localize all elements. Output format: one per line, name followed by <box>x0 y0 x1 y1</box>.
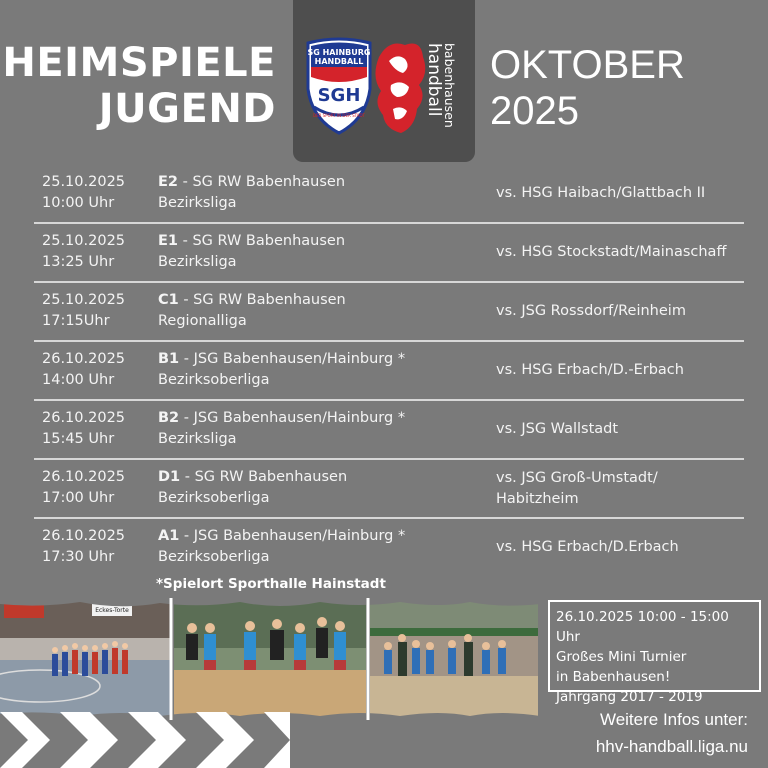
page-title <box>2 40 276 132</box>
event-line-4: Jahrgang 2017 - 2019 <box>556 689 703 705</box>
mini-tournament-box <box>548 600 761 705</box>
team-code: E2 <box>158 174 178 190</box>
game-row <box>34 224 744 283</box>
games-table <box>34 165 744 578</box>
title-line-1: HEIMSPIELE <box>2 40 276 86</box>
game-time: 10:00 Uhr <box>42 195 115 211</box>
brand-word-2: babenhausen <box>442 43 457 128</box>
game-opponent <box>496 401 744 458</box>
game-row <box>34 401 744 460</box>
photo-strip <box>0 598 540 720</box>
team-code: B1 <box>158 351 180 367</box>
game-datetime <box>42 349 125 391</box>
club-text-2: HANDBALL <box>314 57 364 66</box>
game-date: 26.10.2025 <box>42 351 126 367</box>
torn-paper-edges <box>0 598 540 720</box>
team-code: E1 <box>158 233 178 249</box>
opponent-name: vs. HSG Haibach/Glattbach II <box>496 185 706 201</box>
sg-hainburg-logo <box>304 37 374 137</box>
game-datetime <box>42 408 125 450</box>
game-opponent <box>496 519 744 576</box>
more-info-label: Weitere Infos unter: <box>599 710 748 729</box>
more-info-url[interactable]: hhv-handball.liga.nu <box>595 737 748 756</box>
game-datetime <box>42 231 125 273</box>
month-year <box>490 42 685 134</box>
game-date: 26.10.2025 <box>42 469 126 485</box>
game-date: 25.10.2025 <box>42 233 126 249</box>
game-datetime <box>42 526 125 568</box>
opponent-name: vs. HSG Erbach/D.Erbach <box>496 539 679 555</box>
game-date: 26.10.2025 <box>42 410 126 426</box>
game-opponent <box>496 283 744 340</box>
game-team <box>158 172 345 214</box>
game-row <box>34 165 744 224</box>
opponent-name: vs. HSG Erbach/D.-Erbach <box>496 362 684 378</box>
team-code: D1 <box>158 469 181 485</box>
team-league: Bezirksoberliga <box>158 549 270 565</box>
photo-sign: Eckes-Torte <box>95 607 129 614</box>
game-time: 17:15Uhr <box>42 313 110 329</box>
game-date: 25.10.2025 <box>42 292 126 308</box>
game-team <box>158 349 405 391</box>
opponent-name: vs. HSG Stockstadt/Mainaschaff <box>496 244 727 260</box>
event-line-2: Großes Mini Turnier <box>556 649 687 665</box>
game-datetime <box>42 467 125 509</box>
team-name: - JSG Babenhausen/Hainburg * <box>179 351 406 367</box>
game-row <box>34 342 744 401</box>
chevron-decoration <box>0 712 290 768</box>
team-league: Bezirksliga <box>158 254 237 270</box>
game-time: 17:00 Uhr <box>42 490 115 506</box>
team-code: C1 <box>158 292 179 308</box>
game-opponent <box>496 460 744 517</box>
title-line-2: JUGEND <box>98 86 276 132</box>
team-league: Bezirksoberliga <box>158 490 270 506</box>
team-league: Bezirksoberliga <box>158 372 270 388</box>
game-team <box>158 231 345 273</box>
team-league: Regionalliga <box>158 313 247 329</box>
team-name: - SG RW Babenhausen <box>178 233 346 249</box>
handball-babenhausen-logo <box>371 37 463 137</box>
game-time: 17:30 Uhr <box>42 549 115 565</box>
team-league: Bezirksliga <box>158 431 237 447</box>
event-line-3: in Babenhausen! <box>556 669 671 685</box>
game-time: 15:45 Uhr <box>42 431 115 447</box>
team-name: - JSG Babenhausen/Hainburg * <box>179 410 406 426</box>
opponent-name: vs. JSG Rossdorf/Reinheim <box>496 303 686 319</box>
game-row <box>34 283 744 342</box>
event-line-1: 26.10.2025 10:00 - 15:00 Uhr <box>556 609 729 645</box>
venue-footnote: *Spielort Sporthalle Hainstadt <box>156 576 386 592</box>
team-name: - SG RW Babenhausen <box>178 292 346 308</box>
game-team <box>158 467 347 509</box>
game-datetime <box>42 172 125 214</box>
game-row <box>34 460 744 519</box>
club-initials: SGH <box>317 85 361 106</box>
brand-word-1: handball <box>424 43 444 117</box>
team-code: B2 <box>158 410 180 426</box>
opponent-name: vs. JSG Wallstadt <box>496 421 619 437</box>
game-row <box>34 519 744 578</box>
opponent-name: vs. JSG Groß-Umstadt/ Habitzheim <box>496 469 658 507</box>
team-name: - SG RW Babenhausen <box>180 469 348 485</box>
game-datetime <box>42 290 125 332</box>
club-text-1: SG HAINBURG <box>307 48 371 57</box>
game-date: 26.10.2025 <box>42 528 126 544</box>
team-name: - JSG Babenhausen/Hainburg * <box>179 528 406 544</box>
club-slogan: DER SPORT IN DER STADT <box>313 113 365 118</box>
more-info <box>596 706 748 760</box>
team-name: - SG RW Babenhausen <box>178 174 346 190</box>
game-opponent <box>496 165 744 222</box>
year: 2025 <box>490 89 579 133</box>
team-code: A1 <box>158 528 180 544</box>
game-team <box>158 526 405 568</box>
month: OKTOBER <box>490 43 685 87</box>
game-team <box>158 408 405 450</box>
game-team <box>158 290 346 332</box>
game-time: 14:00 Uhr <box>42 372 115 388</box>
game-opponent <box>496 342 744 399</box>
logo-panel <box>293 0 475 162</box>
game-time: 13:25 Uhr <box>42 254 115 270</box>
game-date: 25.10.2025 <box>42 174 126 190</box>
game-opponent <box>496 224 744 281</box>
team-league: Bezirksliga <box>158 195 237 211</box>
